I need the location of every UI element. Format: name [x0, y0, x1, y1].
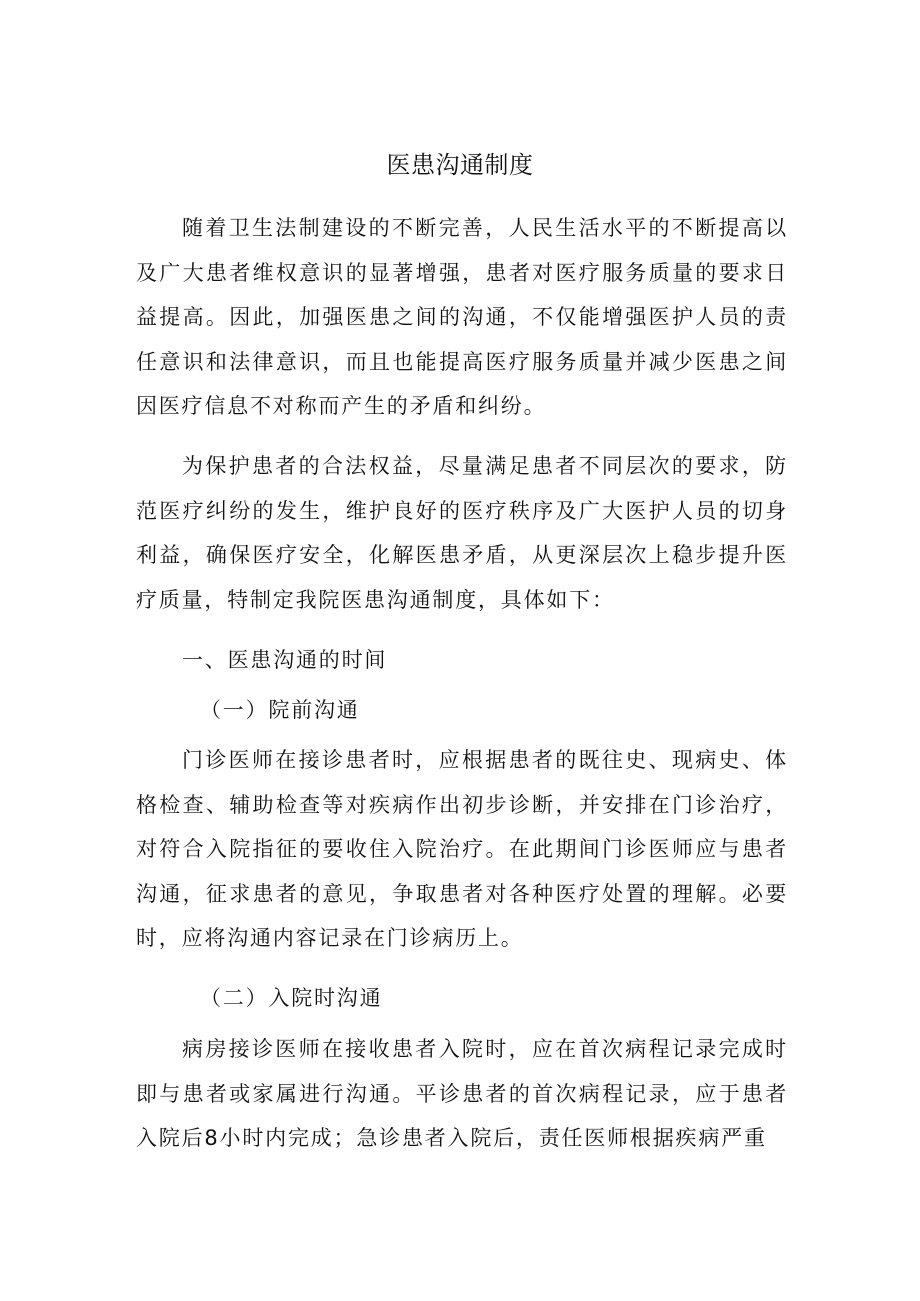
subsection-heading-pre-hospital: （一）院前沟通 — [200, 698, 360, 722]
subsection-heading-admission: （二）入院时沟通 — [200, 986, 383, 1010]
document-title: 医患沟通制度 — [386, 151, 534, 179]
paragraph-intro: 随着卫生法制建设的不断完善，人民生活水平的不断提高以及广大患者维权意识的显著增强，患者对医疗服务质量的要求日益提高。因此，加强医患之间的沟通，不仅能增强医护人员的责任意识和法律意识，而且也能提高医疗服务质量并减少医患之间因医疗信息不对称而产生的矛盾和纠纷。 — [136, 216, 788, 418]
section-heading-communication-time: 一、医患沟通的时间 — [182, 648, 388, 672]
paragraph-purpose: 为保护患者的合法权益，尽量满足患者不同层次的要求，防范医疗纠纷的发生，维护良好的医疗秩序及广大医护人员的切身利益，确保医疗安全，化解医患矛盾，从更深层次上稳步提升医疗质量，特制定我院医患沟通制度，具体如下： — [136, 454, 788, 612]
paragraph-admission: 病房接诊医师在接收患者入院时，应在首次病程记录完成时即与患者或家属进行沟通。平诊患者的首次病程记录，应于患者入院后8小时内完成；急诊患者入院后，责任医师根据疾病严重 — [136, 1037, 788, 1150]
paragraph-outpatient: 门诊医师在接诊患者时，应根据患者的既往史、现病史、体格检查、辅助检查等对疾病作出初步诊断，并安排在门诊治疗，对符合入院指征的要收住入院治疗。在此期间门诊医师应与患者沟通，征求患者的意见，争取患者对各种医疗处置的理解。必要时，应将沟通内容记录在门诊病历上。 — [136, 748, 788, 950]
